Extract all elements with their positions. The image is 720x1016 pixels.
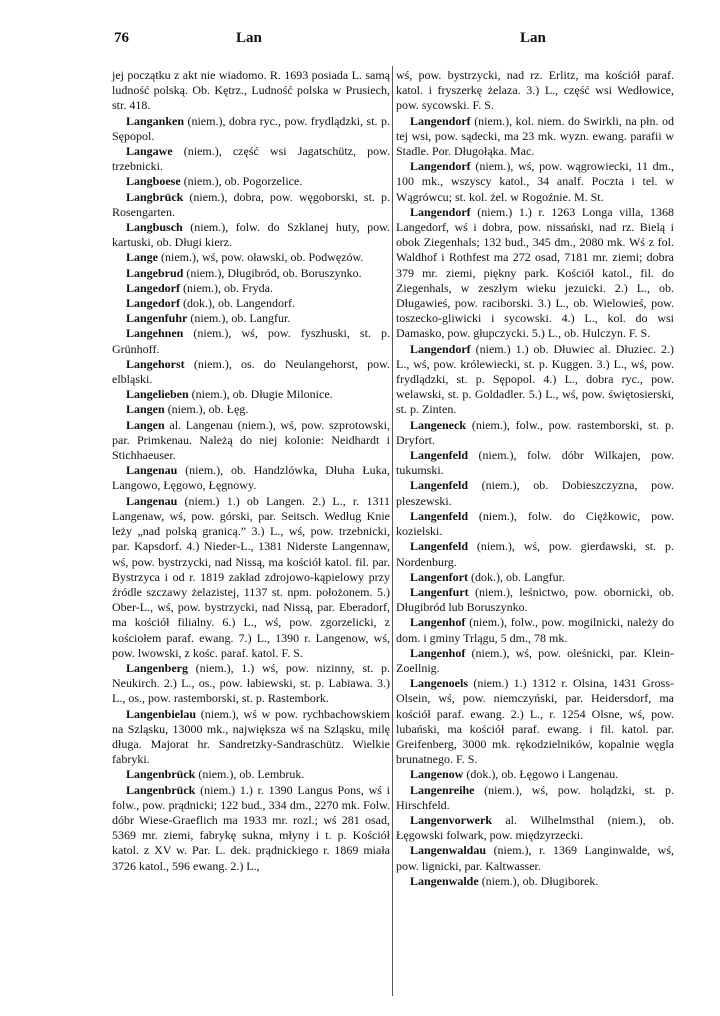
- entry-headword: Langenfort: [410, 569, 468, 584]
- entry-headword: Langenfeld: [410, 478, 469, 493]
- dictionary-entry: [112, 326, 390, 356]
- entry-headword: Langen: [126, 402, 165, 417]
- entry-text: (niem.), ob. Langfur.: [187, 311, 291, 326]
- dictionary-entry: [396, 418, 674, 448]
- entry-headword: Langedorf: [126, 296, 180, 311]
- entry-headword: Langenberg: [126, 660, 189, 675]
- dictionary-entry: [396, 646, 674, 676]
- entry-headword: Langehnen: [126, 326, 184, 341]
- entry-text: (dok.), ob. Langendorf.: [180, 296, 295, 311]
- entry-headword: Langenoels: [410, 676, 469, 691]
- running-head-left: Lan: [236, 30, 262, 46]
- dictionary-entry: [112, 250, 390, 265]
- dictionary-entry: [112, 357, 390, 387]
- page-header: [0, 30, 720, 52]
- entry-text: (niem.), dobra ryc., pow. frydlądzki, st. p. Sępopol.: [112, 113, 390, 143]
- entry-headword: Langebrud: [126, 265, 184, 280]
- entry-headword: Langendorf: [410, 204, 471, 219]
- dictionary-entry: [112, 174, 390, 189]
- entry-text: (niem.) 1.) ob. Dłuwiec al. Dłuziec. 2.) L., wś, pow. królewiecki, st. p. Kuggen. 3.) L., wś, pow. frydlądzki, st. p. Sępopol. 4.) L., dobra ryc., pow. welawski, st. p. Goldadler. 5.) L., wś, pow. świętosierski, st. p. Zinten.: [396, 341, 674, 417]
- column-divider: [392, 66, 393, 996]
- entry-text: (niem.), ob. Długie Milonice.: [188, 387, 333, 402]
- entry-text: (niem.), leśnictwo, pow. obornicki, ob. Długibród lub Boruszynko.: [396, 584, 674, 615]
- entry-text: (niem.) 1.) r. 1263 Longa villa, 1368 Langedorf, wś i dobra, pow. nissański, nad rz. Bielą i obok Ziegenhals; 132 bud., 345 dm., 2080 mk. Wś z fol. Waldhof i Rothfest ma 272 osad, 7181 mr. ziemi; dobra 379 mr. ziemi, piękny park. Kościół katol., fil. do Ziegenhals, w zeszłym wieku jezuicki. 2.) L., ob. Długawieś, pow. raciborski. 3.) L., ob. Wielowieś, pow. toszecko-gliwicki i sycowski. 4.) L., kol. do wsi Damasko, pow. głupczycki. 5.) L., ob. Hulczyn. F. S.: [396, 204, 674, 341]
- entry-headword: Langenfurt: [410, 584, 469, 599]
- dictionary-entry: [112, 296, 390, 311]
- entry-headword: Langenbrück: [126, 782, 196, 797]
- entry-text: (niem.), dobra, pow. węgoborski, st. p. Rosengarten.: [112, 189, 390, 219]
- entry-text: (niem.), folw., pow. rastemborski, st. p. Dryfort.: [396, 417, 674, 447]
- entry-text: (niem.), kol. niem. do Swirkli, na płn. od tej wsi, pow. sądecki, ma 23 mk. wyzn. ewang. parafii w Stadle. Por. Długołąka. Mac.: [396, 113, 674, 159]
- dictionary-entry: [112, 266, 390, 281]
- entry-headword: Langenow: [410, 767, 464, 782]
- entry-text: (niem.), 1.) wś, pow. nizinny, st. p. Neukirch. 2.) L., os., pow. łabiewski, st. p. Labiawa. 3.) L., os., pow. rastemborski, st. p. Rastembork.: [112, 660, 390, 706]
- dictionary-entry: [112, 463, 390, 493]
- entry-headword: Langedorf: [126, 280, 180, 295]
- entry-headword: Langanken: [126, 113, 185, 128]
- entry-headword: Langbrück: [126, 189, 184, 204]
- entry-headword: Langen: [126, 417, 165, 432]
- running-head-right: Lan: [520, 30, 546, 46]
- entry-headword: Langbusch: [126, 220, 183, 235]
- dictionary-entry: [112, 783, 390, 874]
- entry-text: (niem.), folw. do Szklanej huty, pow. kartuski, ob. Długi kierz.: [112, 220, 390, 250]
- entry-headword: Langenfuhr: [126, 311, 188, 326]
- dictionary-entry: [396, 68, 674, 114]
- dictionary-entry: [112, 190, 390, 220]
- dictionary-entry: [112, 402, 390, 417]
- entry-headword: Langenfeld: [410, 448, 469, 463]
- entry-text: (niem.), folw. dóbr Wilkajen, pow. tukumski.: [396, 448, 674, 478]
- dictionary-entry: [112, 494, 390, 661]
- entry-headword: Langenbrück: [126, 767, 196, 782]
- dictionary-entry: [396, 342, 674, 418]
- dictionary-entry: [396, 843, 674, 873]
- dictionary-entry: [112, 767, 390, 782]
- entry-text: al. Wilhelmsthal (niem.), ob. Łęgowski folwark, pow. międzyrzecki.: [396, 812, 674, 843]
- entry-text: (niem.), wś, pow. oleśnicki, par. Klein-Zoellnig.: [396, 645, 674, 675]
- entry-text: (dok.), ob. Langfur.: [468, 569, 565, 584]
- entry-text: (niem.), folw., pow. mogilnicki, należy do dom. i gminy Trlągu, 5 dm., 78 mk.: [396, 615, 674, 645]
- dictionary-entry: [112, 68, 390, 114]
- entry-text: (niem.), ob. Lembruk.: [195, 767, 305, 782]
- entry-headword: Langenwaldau: [410, 843, 487, 858]
- entry-text: (niem.), wś, pow. gierdawski, st. p. Nordenburg.: [396, 539, 674, 569]
- dictionary-entry: [396, 570, 674, 585]
- dictionary-entry: [112, 144, 390, 174]
- entry-text: (niem.), Długibród, ob. Boruszynko.: [183, 265, 362, 280]
- dictionary-entry: [112, 707, 390, 768]
- entry-text: (niem.), r. 1369 Langinwalde, wś, pow. lignicki, par. Kaltwasser.: [396, 843, 674, 873]
- entry-headword: Langenhof: [410, 645, 466, 660]
- entry-text: (niem.), folw. do Ciężkowic, pow. kozielski.: [396, 508, 674, 539]
- dictionary-entry: [112, 418, 390, 464]
- entry-headword: Lange: [126, 250, 159, 265]
- dictionary-entry: [396, 585, 674, 615]
- entry-text: (niem.), wś w pow. rychbachowskiem na Szląsku, 13000 mk., największa wś na Szląsku, milę długa. Majorat hr. Sandretzky-Sandraschütz. Wielkie fabryki.: [112, 706, 390, 767]
- entry-text: (niem.), ob. Dobieszczyzna, pow. pleszewski.: [396, 478, 674, 508]
- entry-text: (niem.), ob. Pogorzelice.: [180, 174, 303, 189]
- entry-text: (niem.) 1.) 1312 r. Olsina, 1431 Gross-Olsein, wś, pow. niemczyński, par. Heidersdorf, ma kościół paraf. ewang. 2.) L., r. 1254 Olsne, wś, pow. lubański, ma kościół paraf. ewang. i fil. katol. par. Greifenberg, 3000 mk. rękodzielników, kopalnie węgla brunatnego. F. S.: [396, 676, 674, 767]
- entry-text: wś, pow. bystrzycki, nad rz. Erlitz, ma kościół paraf. katol. i fryszerkę żelaza. 3.) L., część wsi Wedłowice, pow. sycowski. F. S.: [396, 68, 674, 113]
- dictionary-entry: [112, 661, 390, 707]
- entry-headword: Langehorst: [126, 356, 185, 371]
- dictionary-entry: [396, 478, 674, 508]
- dictionary-entry: [396, 767, 674, 782]
- entry-headword: Langenau: [126, 463, 178, 478]
- dictionary-entry: [396, 539, 674, 569]
- dictionary-entry: [396, 676, 674, 767]
- right-column: [396, 68, 674, 889]
- entry-text: al. Langenau (niem.), wś, pow. szprotowski, par. Primkenau. Należą do niej kolonie: Neidhardt i Stichhaeuser.: [112, 417, 390, 463]
- entry-text: (niem.), wś, pow. holądzki, st. p. Hirschfeld.: [396, 782, 674, 812]
- dictionary-entry: [396, 874, 674, 889]
- dictionary-entry: [112, 220, 390, 250]
- dictionary-entry: [396, 783, 674, 813]
- entry-headword: Langeneck: [410, 417, 467, 432]
- dictionary-entry: [112, 311, 390, 326]
- entry-headword: Langenbielau: [126, 706, 197, 721]
- entry-text: (dok.), ob. Łęgowo i Langenau.: [463, 767, 619, 782]
- entry-headword: Langenfeld: [410, 539, 469, 554]
- entry-headword: Langenvorwerk: [410, 812, 492, 827]
- entry-headword: Langelieben: [126, 387, 189, 402]
- left-column: [112, 68, 390, 874]
- dictionary-entry: [396, 448, 674, 478]
- entry-text: (niem.), wś, pow. wągrowiecki, 11 dm., 100 mk., wszyscy katol., 34 analf. Poczta i tel. w Wągrówcu; st. kol. żel. w Rogoźnie. M. St.: [396, 159, 674, 204]
- entry-text: (niem.), ob. Łęg.: [164, 402, 249, 417]
- dictionary-entry: [112, 281, 390, 296]
- entry-text: (niem.), os. do Neulangehorst, pow. elbląski.: [112, 356, 390, 387]
- entry-text: (niem.), ob. Handzlówka, Dłuha Łuka, Langowo, Łęgowo, Łęgnowy.: [112, 463, 390, 493]
- dictionary-entry: [396, 615, 674, 645]
- entry-headword: Langendorf: [410, 113, 471, 128]
- dictionary-entry: [396, 114, 674, 160]
- entry-headword: Langenwalde: [410, 873, 479, 888]
- entry-headword: Langenau: [126, 493, 178, 508]
- entry-text: (niem.) 1.) r. 1390 Langus Pons, wś i folw., pow. prądnicki; 122 bud., 334 dm., 2270 mk. Folw. dóbr Wiese-Graeflich ma 1933 mr. rozl.; wś 281 osad, 5369 mr. ziemi, fabrykę sukna, młyny i t. p. Kościół katol. z XV w. Par. L. dek. prądnickiego r. 1869 miała 3726 katol., 596 ewang. 2.) L.,: [112, 782, 390, 873]
- dictionary-entry: [396, 159, 674, 205]
- entry-text: jej początku z akt nie wiadomo. R. 1693 posiada L. samą ludność polską. Ob. Kętrz., Ludność polska w Prusiech, str. 418.: [112, 68, 390, 113]
- entry-headword: Langenhof: [410, 615, 466, 630]
- dictionary-entry: [396, 205, 674, 342]
- dictionary-entry: [396, 509, 674, 539]
- dictionary-entry: [112, 114, 390, 144]
- entry-headword: Langendorf: [410, 341, 471, 356]
- entry-text: (niem.), ob. Długiborek.: [478, 873, 599, 888]
- entry-text: (niem.), wś, pow. oławski, ob. Podwęzów.: [158, 250, 364, 265]
- dictionary-entry: [396, 813, 674, 843]
- entry-headword: Langendorf: [410, 159, 471, 174]
- entry-headword: Langenreihe: [410, 782, 475, 797]
- entry-text: (niem.) 1.) ob Langen. 2.) L., r. 1311 Langenaw, wś, pow. górski, par. Seitsch. Według Knie leży „nad polską granicą.” 3.) L., wś, pow. trzebnicki, par. Kapsdorf. 4.) Nieder-L., 1381 Niderste Langennaw, wś, pow. bystrzycki, nad Nissą, ma kościół katol. fil. par. Bystrzyca i od r. 1819 zakład zdrojowo-kąpielowy przy źródle szczawy żelazistej, 1137 st. npm. położonem. 5.) Ober-L., wś, pow. bystrzycki, nad Nissą, par. Eberadorf, ma kościół filialny. 6.) L., wś, pow. zgorzelicki, z kościołem paraf. ewang. 7.) L., 1390 r. Langenow, wś, pow. lwowski, z kośc. paraf. katol. F. S.: [112, 493, 390, 660]
- entry-text: (niem.), ob. Fryda.: [180, 280, 273, 295]
- entry-headword: Langawe: [126, 144, 173, 159]
- entry-text: (niem.), wś, pow. fyszhuski, st. p. Grünhoff.: [112, 326, 390, 356]
- entry-text: (niem.), część wsi Jagatschütz, pow. trzebnicki.: [112, 144, 390, 174]
- entry-headword: Langenfeld: [410, 508, 469, 523]
- page-number: 76: [114, 30, 129, 46]
- entry-headword: Langboese: [126, 174, 181, 189]
- dictionary-entry: [112, 387, 390, 402]
